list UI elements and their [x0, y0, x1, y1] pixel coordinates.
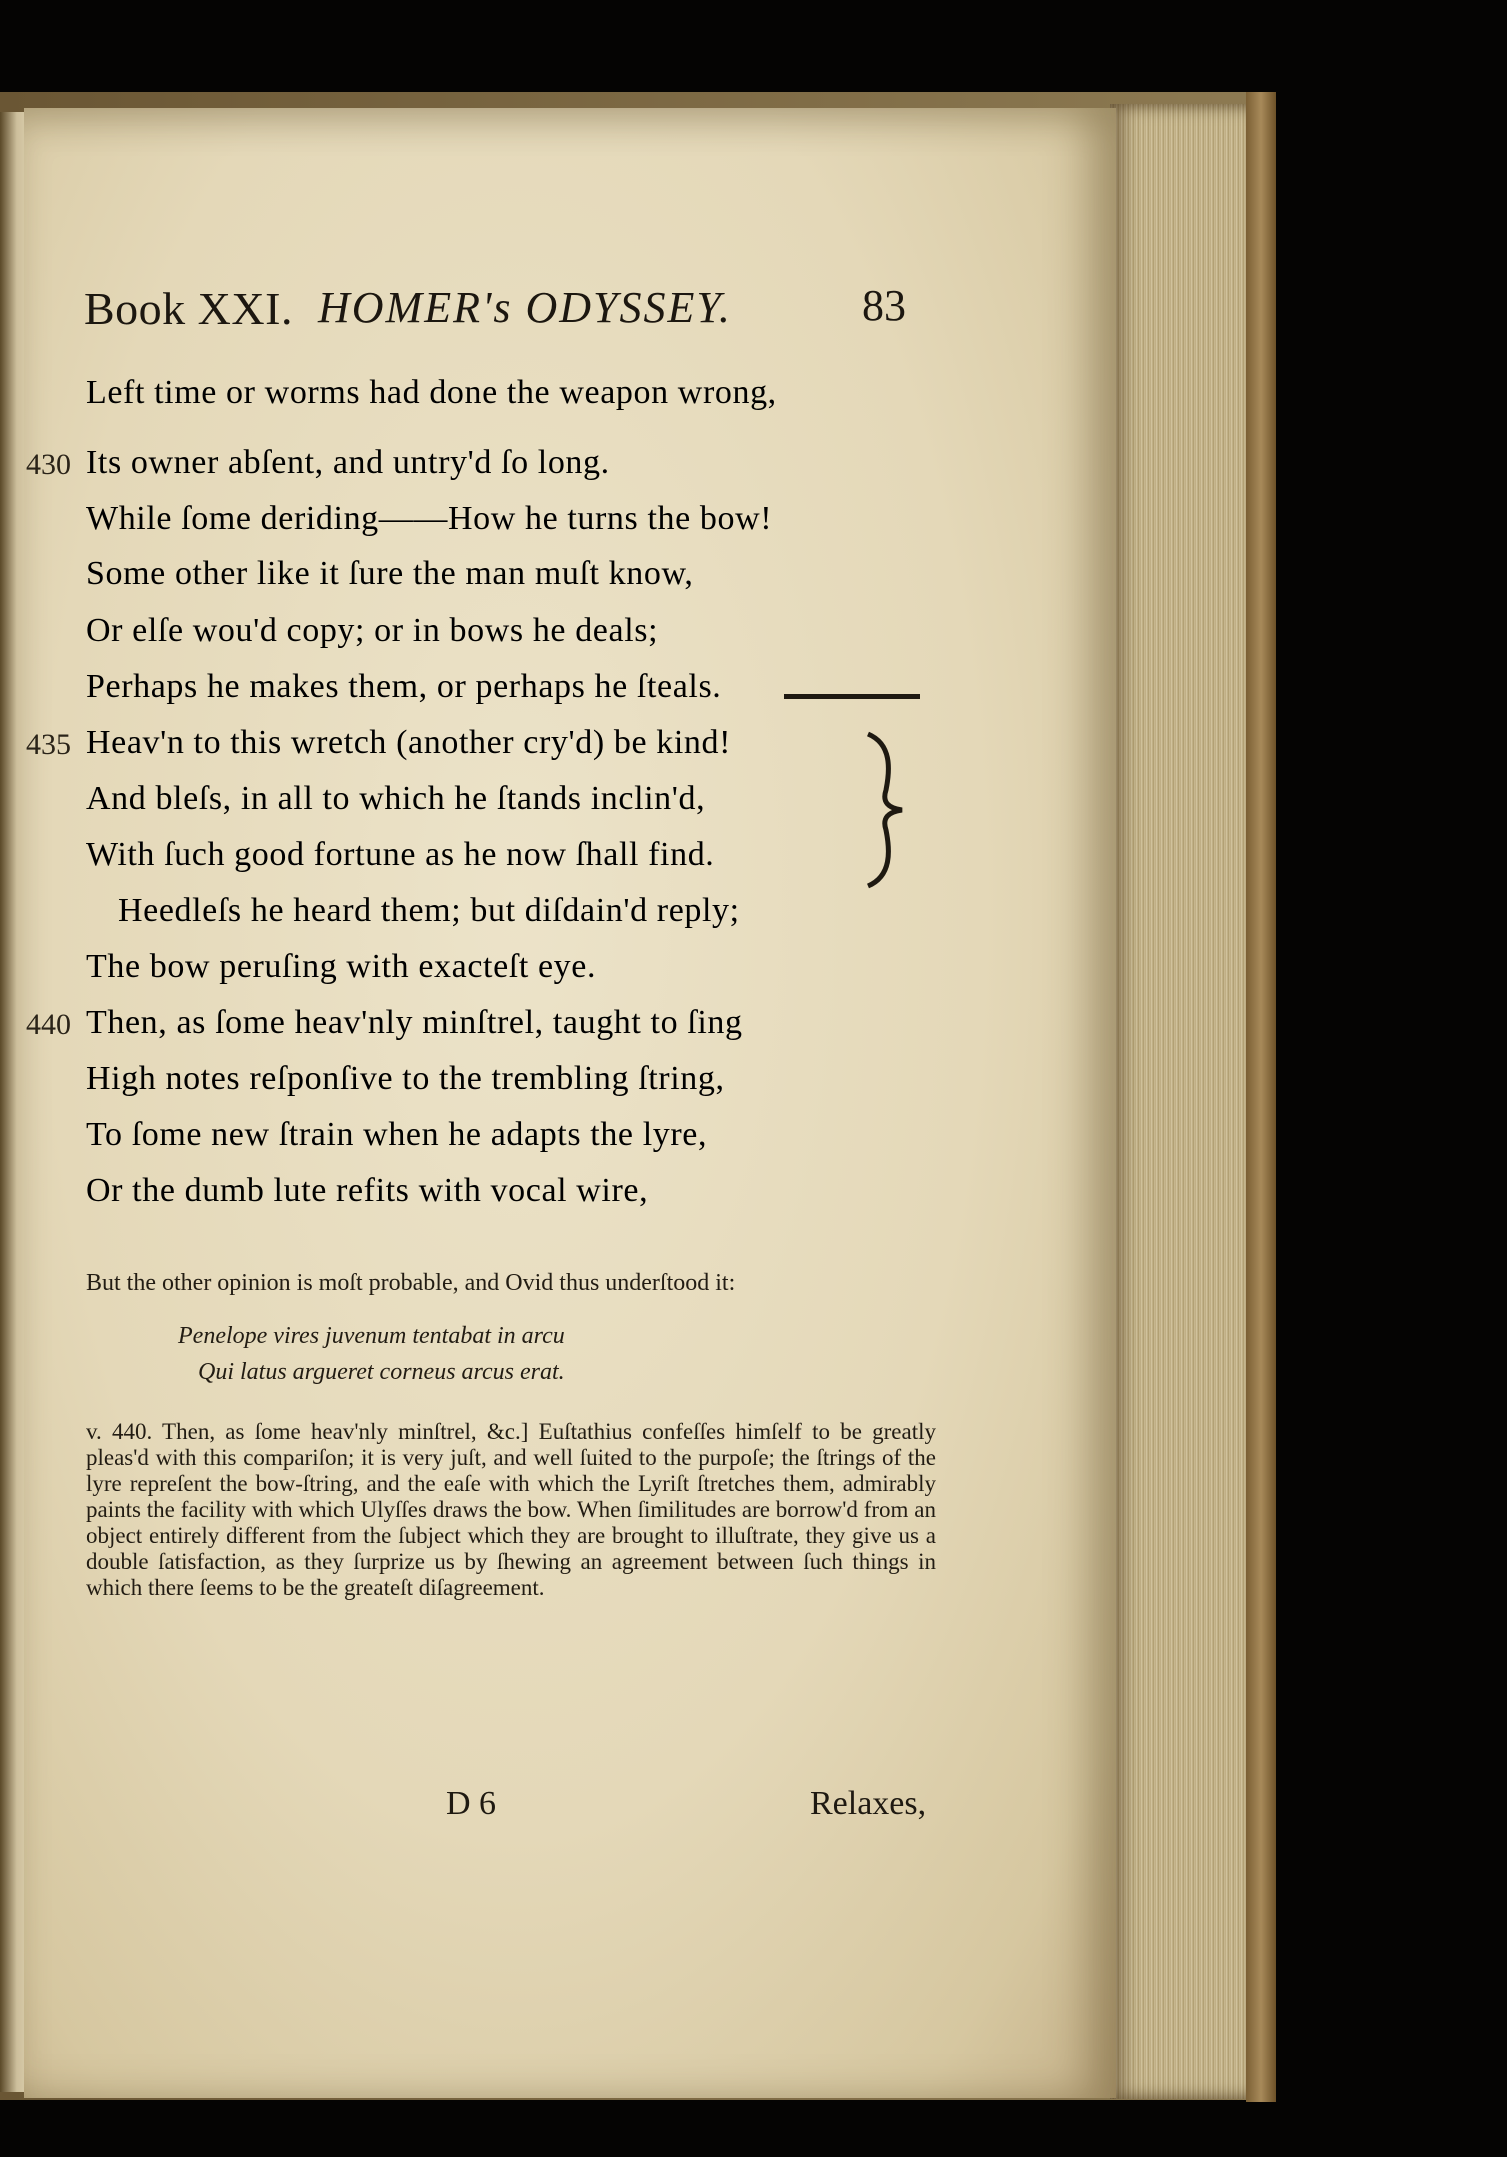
footnotes	[86, 1270, 936, 1601]
verse-line: Left time or worms had done the weapon wrong,	[86, 374, 777, 411]
line-number: 440	[26, 1008, 71, 1041]
book-label: Book XXI.	[84, 283, 293, 334]
line-number: 435	[26, 728, 71, 761]
verse-line: Then, as ſome heav'nly minſtrel, taught to ſing	[86, 1004, 743, 1041]
verse-line: Or elſe wou'd copy; or in bows he deals;	[86, 612, 659, 649]
page-block-fore-edge	[1110, 104, 1268, 2099]
signature-mark: D 6	[446, 1785, 497, 1822]
verse-line: High notes reſponſive to the trembling ſtring,	[86, 1060, 725, 1097]
page-number: 83	[862, 281, 906, 330]
verse-line: Its owner abſent, and untry'd ſo long.	[86, 444, 610, 481]
verse-line: Perhaps he makes them, or perhaps he ſteals.	[86, 668, 722, 705]
cover-edge	[1246, 92, 1276, 2102]
verse-line: While ſome deriding——How he turns the bow!	[86, 500, 773, 537]
line-number: 430	[26, 448, 71, 481]
running-title: HOMER's ODYSSEY.	[318, 283, 732, 332]
verse-line: Or the dumb lute refits with vocal wire,	[86, 1172, 649, 1209]
verse-line: And bleſs, in all to which he ſtands inclin'd,	[86, 780, 706, 817]
catchword: Relaxes,	[810, 1785, 927, 1822]
verse-line: The bow peruſing with exacteſt eye.	[86, 948, 597, 985]
verse-line: Heav'n to this wretch (another cry'd) be kind!	[86, 724, 732, 761]
footnote-intro: But the other opinion is moſt probable, and Ovid thus underſtood it:	[86, 1270, 736, 1296]
latin-quote-line: Penelope vires juvenum tentabat in arcu	[178, 1323, 565, 1349]
verse-line: With ſuch good fortune as he now ſhall find.	[86, 836, 715, 873]
latin-quote-line: Qui latus argueret corneus arcus erat.	[198, 1359, 565, 1385]
dash-rule	[784, 694, 920, 699]
verse-line: To ſome new ſtrain when he adapts the lyre,	[86, 1116, 708, 1153]
triplet-brace-icon	[862, 730, 908, 890]
verse-line: Heedleſs he heard them; but diſdain'd reply;	[118, 892, 740, 929]
verse-line: Some other like it ſure the man muſt know,	[86, 555, 694, 592]
footnote-commentary: v. 440. Then, as ſome heav'nly minſtrel, &c.] Euſtathius confeſſes himſelf to be greatly pleas'd with this compariſon; it is very juſt, and well ſuited to the purpoſe; the ſtrings of the lyre repreſent the bow-ſtring, and the eaſe with which the Lyriſt ſtretches them, admirably paints the facility with which Ulyſſes draws the bow. When ſimilitudes are borrow'd from an object entirely different from the ſubject which they are brought to illuſtrate, they give us a double ſatisfaction, as they ſurprize us by ſhewing an agreement between ſuch things in which there ſeems to be the greateſt diſagreement.	[86, 1419, 936, 1600]
